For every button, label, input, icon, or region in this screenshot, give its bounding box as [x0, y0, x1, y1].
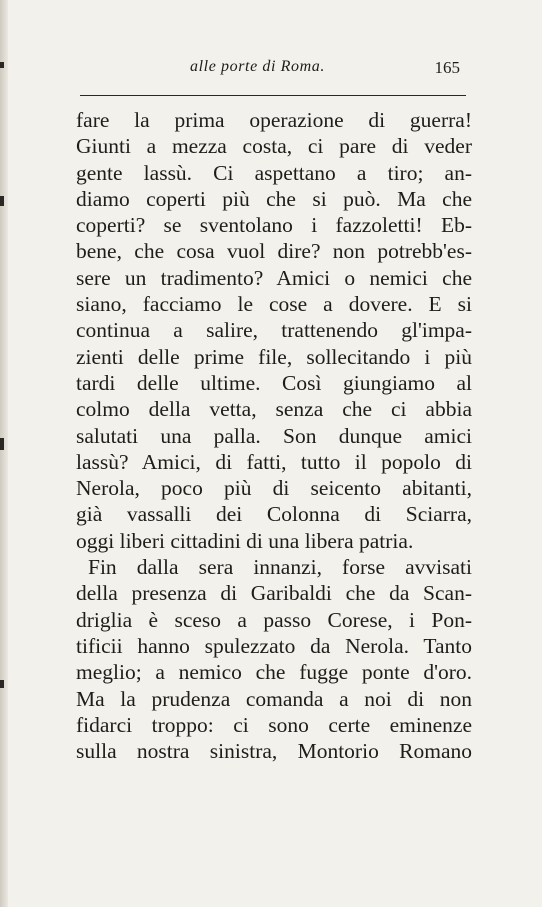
text-line: sulla nostra sinistra, Montorio Romano: [76, 739, 472, 764]
text-line: fidarci troppo: ci sono certe eminenze: [76, 712, 472, 737]
text-line: driglia è sceso a passo Corese, i Pon-: [76, 607, 472, 632]
page-edge-mark: [0, 196, 4, 206]
text-line: diamo coperti più che si può. Ma che: [76, 186, 472, 211]
text-line: Giunti a mezza costa, ci pare di veder: [76, 134, 472, 159]
text-line: siano, facciamo le cose a dovere. E si: [76, 292, 472, 317]
text-line: colmo della vetta, senza che ci abbia: [76, 397, 472, 422]
text-line: oggi liberi cittadini di una libera patria.: [76, 528, 414, 553]
text-line: meglio; a nemico che fugge ponte d'oro.: [76, 660, 472, 685]
text-line: salutati una palla. Son dunque amici: [76, 423, 472, 448]
text-line: coperti? se sventolano i fazzoletti! Eb-: [76, 213, 472, 238]
page-edge-mark: [0, 438, 4, 450]
text-line: Nerola, poco più di seicento abitanti,: [76, 476, 472, 501]
page-binding-edge: [0, 0, 8, 907]
paragraph: [76, 554, 472, 764]
text-line: zienti delle prime file, sollecitando i più: [76, 344, 472, 369]
running-title: alle porte di Roma.: [190, 58, 325, 75]
paragraph: [76, 107, 472, 554]
body-text: [76, 107, 472, 764]
text-line: già vassalli dei Colonna di Sciarra,: [76, 502, 472, 527]
page-edge-mark: [0, 62, 4, 68]
header-rule: [80, 95, 466, 96]
text-line: bene, che cosa vuol dire? non potrebb'es-: [76, 239, 472, 264]
text-line: continua a salire, trattenendo gl'impa-: [76, 318, 472, 343]
page-number: 165: [434, 58, 460, 77]
text-line: Fin dalla sera innanzi, forse avvisati: [88, 555, 472, 580]
text-line: Ma la prudenza comanda a noi di non: [76, 686, 472, 711]
text-line: tardi delle ultime. Così giungiamo al: [76, 370, 472, 395]
text-line: sere un tradimento? Amici o nemici che: [76, 265, 472, 290]
page-header: [76, 58, 468, 84]
text-line: lassù? Amici, di fatti, tutto il popolo di: [76, 449, 472, 474]
text-line: fare la prima operazione di guerra!: [76, 108, 472, 132]
text-line: tificii hanno spulezzato da Nerola. Tanto: [76, 633, 472, 658]
page-edge-mark: [0, 680, 4, 688]
text-line: gente lassù. Ci aspettano a tiro; an-: [76, 160, 472, 185]
text-line: della presenza di Garibaldi che da Scan-: [76, 581, 472, 606]
